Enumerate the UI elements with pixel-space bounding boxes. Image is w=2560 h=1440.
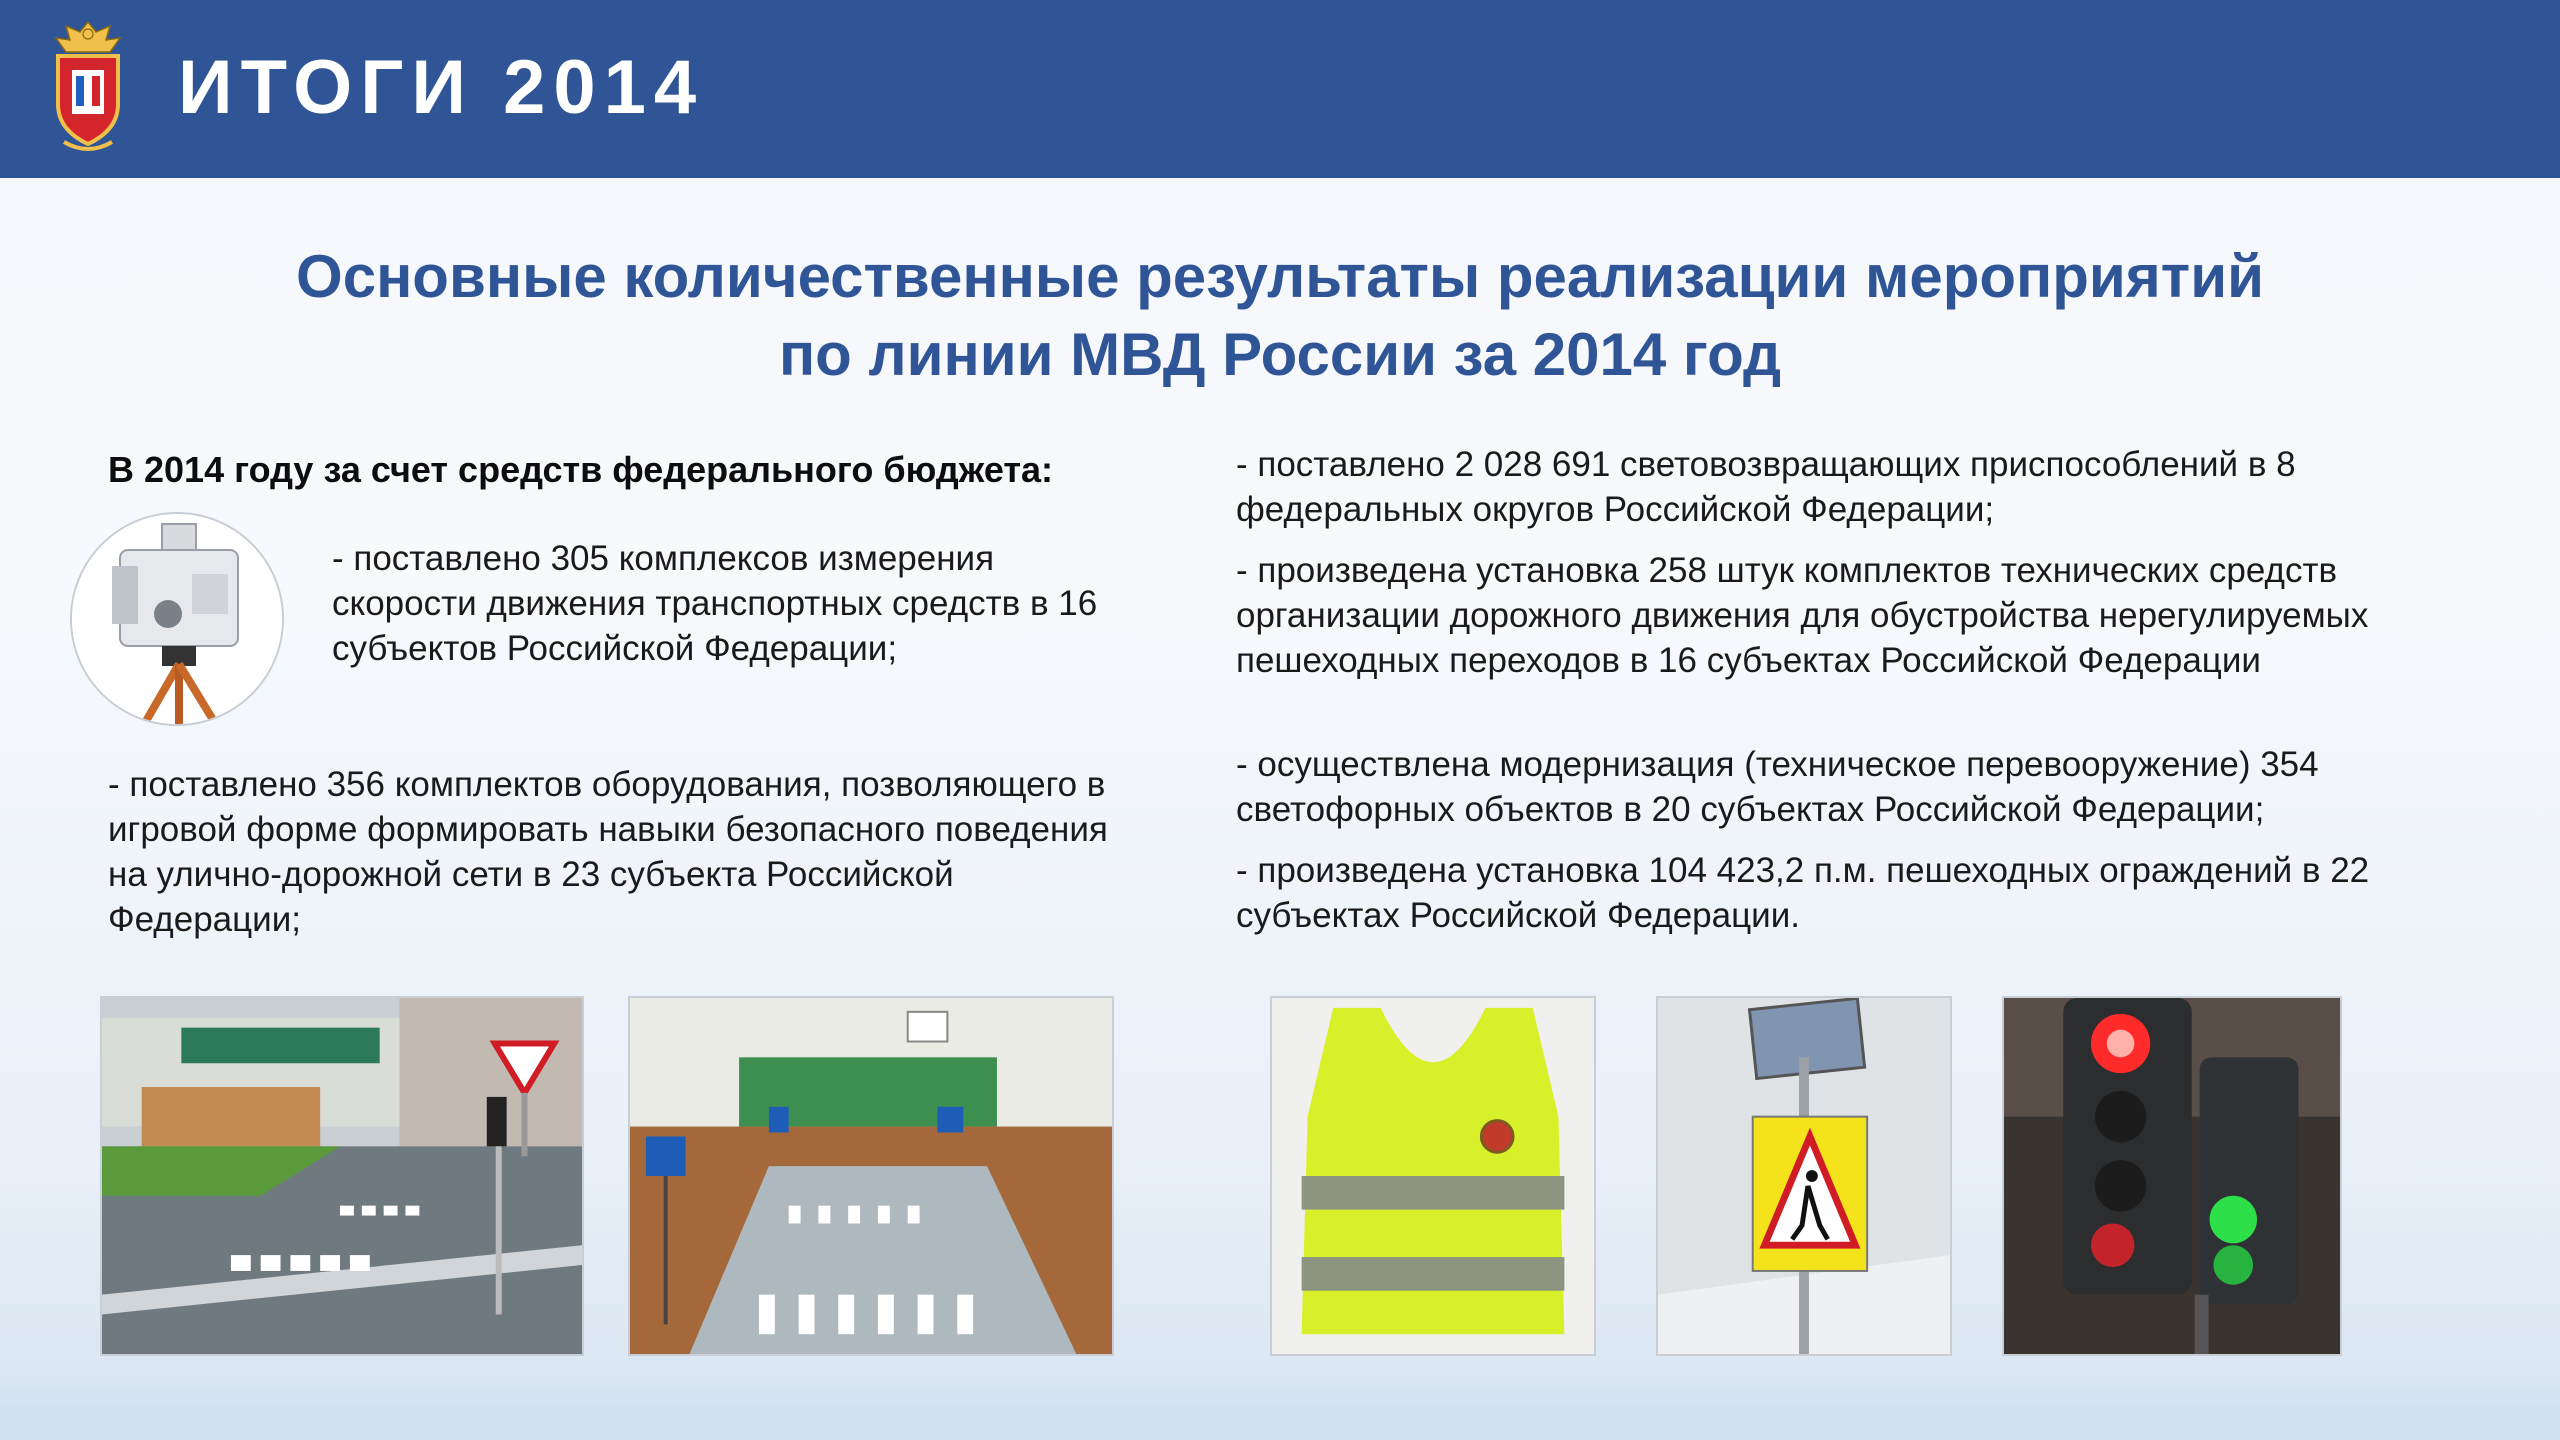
slide-title-line1: Основные количественные результаты реализации мероприятий [296,243,2264,310]
bottom-gradient-band [0,1372,2560,1440]
header-title: ИТОГИ 2014 [178,45,705,130]
traffic-playground-photo [100,996,584,1356]
speed-camera-image [70,512,284,726]
left-item-training-equipment: - поставлено 356 комплектов оборудования, позволяющего в игровой форме формировать навыки безопасного поведения на улично-дорожной сети в 23 субъекта Российской Федерации; [108,765,1108,939]
pedestrian-crossing-sign-photo [1656,996,1952,1356]
traffic-light-photo [2002,996,2342,1356]
right-item-crossing-equipment: - произведена установка 258 штук комплектов технических средств организации дорожного движения для обустройства нерегулируемых пешеходных переходов в 16 субъектах Российской Федерации [1236,551,2369,680]
reflective-vest-photo [1270,996,1596,1356]
right-item-traffic-lights: - осуществлена модернизация (техническое перевооружение) 354 светофорных объектов в 20 субъектах Российской Федерации; [1236,745,2319,829]
header-bar [0,0,2560,178]
right-item-fences: - произведена установка 104 423,2 п.м. пешеходных ограждений в 22 субъектах Российской Федерации. [1236,851,2370,935]
slide-title [0,238,2560,394]
gym-traffic-training-photo [628,996,1114,1356]
slide-title-line2: по линии МВД России за 2014 год [778,321,1782,388]
mvd-emblem-icon [40,18,136,158]
right-item-reflectors: - поставлено 2 028 691 световозвращающих приспособлений в 8 федеральных округов Российской Федерации; [1236,445,2296,529]
left-column-heading: В 2014 году за счет средств федерального бюджета: [108,449,1054,490]
left-item-speed-cameras: - поставлено 305 комплексов измерения скорости движения транспортных средств в 16 субъектов Российской Федерации; [332,539,1098,668]
